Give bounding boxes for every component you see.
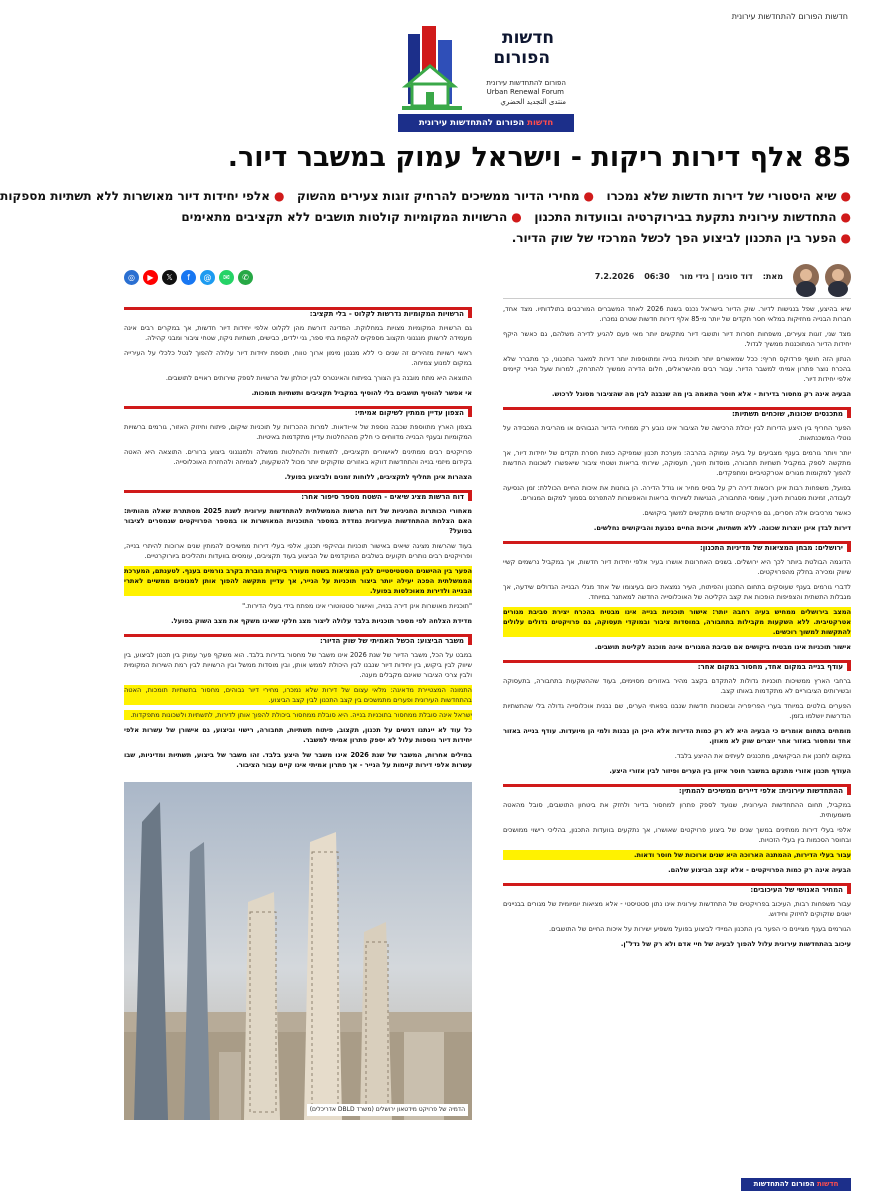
article-authors: דוד סוניגו | גידי מור: [679, 271, 753, 281]
email-icon[interactable]: @: [200, 270, 215, 285]
site-logo[interactable]: [398, 22, 574, 132]
section-heading: עודף בנייה במקום אחד, מחסור במקום אחר:: [503, 660, 851, 671]
highlighted-paragraph: עבור בעלי הדירות, ההמתנה הארוכה היא שנים ארוכות של חוסר ודאות.: [503, 850, 851, 860]
logo-subtitle-hebrew: הפורום להתחדשות עירונית: [486, 79, 566, 87]
bullet-dot: ●: [511, 210, 522, 224]
phone-icon[interactable]: ✆: [238, 270, 253, 285]
bullet-item: הפער בין התכנון לביצוע הפך לכשל המרכזי של שוק הדיור.: [511, 231, 837, 245]
web-icon[interactable]: ◎: [124, 270, 139, 285]
logo-band-red: חדשות: [527, 118, 554, 128]
article-date: 7.2.2026: [594, 271, 635, 281]
footer-logo-red: חדשות: [817, 1180, 839, 1188]
x-icon[interactable]: 𝕏: [162, 270, 177, 285]
paragraph-emphasis: במילים אחרות, המשבר של שנת 2026 אינו משבר של היצע בלבד. זהו משבר של ביצוע, תשתיות ומדיניות, שבו עשרות אלפי דירות קיימות על הנייר - אך פתרון אמיתי אינו קיים עבור הציבור.: [124, 751, 472, 769]
facebook-icon[interactable]: f: [181, 270, 196, 285]
paragraph: יותר ויותר גורמים בענף מצביעים על בעיה עמוקה בהרבה: מערכת תכנון שמפיקה כמות חסרת תקדים של יחידות דיור, אך מתקשה לספק במקביל תשתיות תחבורה, מוסדות חינוך, תעסוקה, שירותי בריאות ושטחי ציבור שיאפשרו לשכונות החדשות להפוך למקומות מגורים אטרקטיביים ומתפקדים.: [503, 449, 851, 477]
paragraph-emphasis: דירות לבדן אינן יוצרות שכונה. ללא תשתיות, איכות החיים נפגעת והביקושים נחלשים.: [593, 524, 851, 532]
section-heading: דוח הרשות מציג שיאים - השטח מספר סיפור אחר:: [124, 490, 472, 501]
paragraph-emphasis: מאחורי הכותרות החגיגיות של דוח הרשות הממשלתית להתחדשות עירונית לשנת 2025 מסתתרת שאלה מהותית: האם הצלחת ההתחדשות העירונית נמדדת במספר התוכניות המאושרות או במספר הפרויקטים שנמסרים לציבור בפועל?: [124, 507, 472, 535]
paragraph: הפער החריף בין היצע הדירות לבין יכולת הרכישה של הציבור אינו נובע רק ממחירי הדיור הגבוהים או מהריבית המכבידה על נוטלי המשכנתאות.: [503, 424, 851, 442]
bullet-item: אלפי יחידות דיור מאושרות ללא תשתיות מספקות: [0, 189, 270, 203]
paragraph: הנתון הזה חושף פרדוקס חריף: ככל שמאשרים יותר תוכניות בנייה ומתווספות יותר דירות למאגר התכנוני, כך מתברר שלא בהכרח נוצר פתרון אמיתי למשבר הדיור. עבור רבים מהישראלים, חלום הדירה ממשיך להתרחק, למרות שעל הנייר קיימים אלפי יחידות דיור.: [503, 355, 851, 383]
paragraph: בצפון הארץ מתווספת שכבה נוספת של אי-ודאות. למרות ההכרזות על תוכניות שיקום, פיתוח וחיזוק האזור, גורמים ברשויות המקומיות ובענף הבנייה מדווחים כי חלק מההחלטות עדיין מתקדמות באיטיות.: [124, 423, 472, 441]
bullet-dot: ●: [840, 231, 851, 245]
bullet-item: הרשויות המקומיות קולטות תושבים ללא תקציבים מתאימים: [181, 210, 508, 224]
paragraph: בעוד שהרשות מציגה שיאים באישור תוכניות ובהיקפי תכנון, אלפי בעלי דירות ממשיכים להמתין שנים ארוכות להיתרי בנייה, ופרויקטים רבים נותרים תקועים בשלבים המוקדמים של הביצוע בעוד תקציבים, עומסים בוועדות ותהליכים ביורוקרטיים.: [124, 542, 472, 560]
paragraph: לדברי גורמים בענף שעוסקים בתחום התכנון והפיתוח, העיר נמצאת כיום בעיצומו של אחד מגלי הבנייה הגדולים שידעה, אך מגבלות התשתית והצפיפות הופכות את קצב הקליטה של האוכלוסייה החדשה למאתגר במיוחד.: [503, 583, 851, 601]
paragraph: הגורמים בענף מציינים כי הפער בין התכנון המיידי לביצוע בפועל משפיע ישירות על איכות החיים של התושבים.: [549, 925, 851, 933]
logo-band: [398, 114, 574, 132]
section-heading: מתכנסים שכונות, שוכחים תשתיות:: [503, 407, 851, 418]
quote-paragraph: "תוכניות מאושרות אינן דירה בנויה, ואישור סטטוטורי אינו מפתח בידי בעלי הדירות.": [242, 602, 472, 610]
bullet-item: שיא היסטורי של דירות חדשות שלא נמכרו: [606, 189, 837, 203]
article-time: 06:30: [644, 271, 670, 281]
bullet-dot: ●: [273, 189, 285, 203]
paragraph: ראשי רשויות מזהירים זה שנים כי ללא מנגנון מימון ארוך טווח, תוספת יחידות דיור עלולה להפוך לנטל כלכלי על העירייה במקום למנוע צמיחה.: [124, 349, 472, 367]
paragraph-emphasis: הבעיה אינה רק מחסור בדירות - אלא חוסר התאמה בין מה שנבנה לבין מה שהציבור מסוגל לרכוש.: [551, 390, 851, 398]
bullet-item: מחירי הדיור ממשיכים להרחיק זוגות צעירים מהשוק: [296, 189, 580, 203]
paragraph-emphasis: אישור תוכניות אינו מבטיח ביקושים אם סביבת המגורים אינה מוכנה לקליטת תושבים.: [594, 643, 851, 651]
footer-logo-text: הפורום להתחדשות עירונית: [753, 1180, 817, 1201]
paragraph: אלפי בעלי דירות ממתינים במשך שנים של ביצוע פרויקטים שאושרו, אך נתקעים בוועדות התכנון, בהליכי רישוי ממושכים ובחוסר הסכמות בין בעלי הזכויות.: [503, 826, 851, 844]
buildings-logo-icon: [402, 26, 462, 112]
paragraph: עבור משפחות רבות, העיכוב בפרויקטים של התחדשות עירונית אינו נתון סטטיסטי - אלא מציאות יומיומית של מגורים בבניינים ישנים שזקוקים לחיזוק וחידוש.: [503, 900, 851, 918]
paragraph-emphasis: אי אפשר להוסיף תושבים בלי להוסיף במקביל תקציבים ותשתיות תומכות.: [251, 389, 472, 397]
bullet-line-2: [124, 207, 851, 228]
logo-band-text: הפורום להתחדשות עירונית: [418, 118, 528, 128]
paragraph: התוצאה היא מתח מובנה בין הצורך בפיתוח והאינטרס לבין יכולתן של הרשויות לספק שירותים ראויים לתושבים.: [165, 374, 472, 382]
share-icons: [124, 270, 253, 285]
highlighted-paragraph: ישראל אינה סובלת ממחסור בתוכניות בנייה. היא סובלת ממחסור ביכולת להפוך אותן לדירות, לתשתיות ולשכונות מתפקדות.: [124, 710, 472, 720]
paragraph-emphasis: העודף תכנון אזורי מתנקם במשבר חוסר איזון בין הערים ופיזור לבין אזורי היצע.: [609, 767, 851, 775]
author-avatar[interactable]: [793, 264, 819, 290]
section-heading: הרשויות המקומיות נדרשות לקלוט - בלי תקציב:: [124, 307, 472, 318]
paragraph: כאשר מרכיבים אלה חסרים, גם פרויקטים חדשים מתקשים למשוך ביקושים.: [642, 509, 851, 517]
youtube-icon[interactable]: ▶: [143, 270, 158, 285]
section-heading: ההתחדשות עירונית: אלפי דיירים ממשיכים להמתין:: [503, 784, 851, 795]
paragraph-emphasis: הצהרות אינן תחליף לתקציבים, ללוחות זמנים ולביצוע בפועל.: [284, 473, 472, 481]
author-avatar[interactable]: [825, 264, 851, 290]
bullet-line-1: [0, 186, 851, 207]
paragraph-emphasis: מומחים בתחום אומרים כי הבעיה היא לא רק כמות הדירות אלא היכן הן נבנות ולמי הן מיועדות. עודף בנייה באזור אחד ומחסור באזור אחר יוצרים שוק לא מאוזן.: [503, 727, 851, 745]
highlighted-paragraph: התמונה המצטיירת מדאיגה: מלאי עצום של דירות שלא נמכרו, מחירי דיור גבוהים, מחסור בתשתיות תומכות, האטה בהתחדשות העירונית ופערים מתמשכים בין קצב התכנון לבין קצב הביצוע.: [124, 686, 472, 704]
image-caption: הדמיה של פרויקט מידטאון ירושלים (משרד DBLD אדריכלים): [307, 1104, 468, 1116]
bullet-item: התחדשות עירונית נתקעת בבירוקרטיה ובוועדות התכנון: [534, 210, 837, 224]
logo-title-line1: חדשות: [501, 28, 554, 48]
whatsapp-icon[interactable]: ✉: [219, 270, 234, 285]
article-right-column: [503, 255, 851, 949]
paragraph: במבט על הכל, משבר הדיור של שנת 2026 אינו משבר של מחסור בדירות בלבד. הוא משקף פער עמוק בין תכנון לביצוע, בין שיווק לבין ביקוש, בין יחידות דיור שנבנו לבין היכולת לממש אותן, ובין מוסדות ממשל ובין הרשויות לבין רמת השירות המקומית ולבין צרכי הציבור שאינם מקבלים מענה.: [124, 651, 472, 679]
highlighted-paragraph: המצב בירושלים ממחיש בעיה רחבה יותר: אישור תוכניות בנייה אינו מבטיח בהכרח יצירת סביבת מגורים אטרקטיבית. ללא השקעות מקבילות בתחבורה, במוסדות ציבור ובמוקדי תעסוקה, גם פרויקטים גדולים עלולים להתקשות למשוך רוכשים.: [503, 608, 851, 636]
section-heading: הצפון עדיין ממתין לשיקום אמיתי:: [124, 406, 472, 417]
section-heading: משבר הביצוע: הכשל האמיתי של שוק הדיור:: [124, 634, 472, 645]
logo-subtitle-arabic: منتدى التجديد الحضري: [500, 98, 566, 106]
article-meta: [503, 255, 851, 299]
paragraph: הדוגמה הבולטת ביותר לכך היא ירושלים. בשנים האחרונות אושרו בעיר אלפי יחידות דיור חדשות, אך במקביל נרשמים קשיי שיווק ומכירה בחלק מהפרויקטים.: [503, 558, 851, 576]
paragraph: הפערים בולטים במיוחד בערי הפריפריה ובשכונות חדשות שנבנו בפאתי הערים, שם נבנית אוכלוסייה גדולה בלי שהתשתיות הנדרשות יושלמו בזמן.: [503, 702, 851, 720]
bullet-line-3: [124, 228, 851, 249]
bullet-dot: ●: [840, 210, 851, 224]
paragraph: ברחבי הארץ ממשיכות תוכניות גדולות להתקדם בקצב מהיר באזורים מסוימים, בעוד שההשקעות בתחבורה, בתעסוקה ובשירותים הציבוריים לא מתקדמות באותו קצב.: [503, 677, 851, 695]
logo-subtitle-english: Urban Renewal Forum: [486, 88, 564, 96]
project-rendering-image: [124, 782, 472, 1120]
footer-logo[interactable]: [741, 1178, 851, 1201]
section-heading: ירושלים: מבחן המציאות של מדיניות התכנון:: [503, 541, 851, 552]
bullet-dot: ●: [840, 189, 851, 203]
author-avatars: [793, 264, 851, 290]
site-top-label: חדשות הפורום להתחדשות עירונית: [731, 12, 848, 21]
from-label: מאת:: [762, 271, 783, 281]
paragraph: מצד שני, זוגות צעירים, משפחות חסרות דיור ותושבי דיור מתקשים יותר מאי פעם להגיע לדירה משלהם, גם כאשר היקף יחידות הדיור המתוכננות ממשיך לגדול.: [503, 330, 851, 348]
section-heading: המחיר האנושי של העיכובים:: [503, 883, 851, 894]
paragraph-emphasis: עיכוב בהתחדשות עירונית עלול להפוך לבעיה של חיי אדם ולא רק של נדל"ן.: [620, 940, 851, 948]
paragraph: בפועל, משפחות רבות אינן רוכשות דירה רק על בסיס מחיר או גודל הדירה. הן בוחנות את איכות החיים הכוללת: זמן הנסיעה לעבודה, זמינות מסגרות חינוך, עומסי התחבורה, הנגישות לשירותי בריאות והאפשרות להתפרנס בסמוך למקום המגורים.: [503, 484, 851, 502]
paragraph: גם הרשויות המקומיות מצויות במחלוקת. המדינה דורשת מהן לקלוט אלפי יחידות דיור חדשות, אך במקרים רבים אינה מעמידה לרשותן מנגנוני תקצוב מספקים להקמת בתי ספר, גני ילדים, כבישים, תשתיות ניקוז, שטחי ציבור ומבני קהילה.: [124, 324, 472, 342]
bullet-dot: ●: [583, 189, 594, 203]
article-left-column: [124, 255, 472, 1120]
article-intro: שיא בהיצע, שפל בנגישות לדיור. שוק הדיור בישראל נכנס בשנת 2026 לאחד המשברים המורכבים בתולדותיו. מצד אחד, חברות הבנייה מחזיקות במלאי חסר תקדים של יותר מ-85 אלף דירות חדשות שטרם נמכרו.: [503, 305, 851, 323]
paragraph-emphasis: מדידת הצלחה לפי מספר תוכניות בלבד עלולה ליצור מצג חלקי שאינו משקף את מצב השוק בפועל.: [171, 617, 472, 625]
paragraph-emphasis: הבעיה אינה רק כמות הפרויקטים - אלא קצב הביצוע שלהם.: [668, 866, 851, 874]
highlighted-paragraph: הפער בין ההישגים הסטטיסטיים לבין המציאות בשטח מעורר ביקורת גוברת בקרב גורמים בענף. לטענתם, המערכת הממשלתית הפכה יעילה יותר ביצור תוכניות על הנייר, אך עדיין מתקשה להפוך אותן למנופים ממשיים לאתרי הבנייה ולדירות מאוכלסות בפועל.: [124, 567, 472, 595]
paragraph: במקום לתכנן את הביקושים, מתכננים לעיתים את ההיצע בלבד.: [674, 752, 851, 760]
paragraph: במקביל, תחום ההתחדשות העירונית, שנועד לספק פתרון למחסור בדיור ולחזק את ביטחון התושבים, סובל מהאטה משמעותית.: [503, 801, 851, 819]
article-headline: 85 אלף דירות ריקות - וישראל עמוק במשבר דיור.: [227, 142, 851, 173]
paragraph: פרויקטים רבים ממתינים לאישורים תקציביים, לתשתיות ולהחלטות ממשלה ולמנגנוני ביצוע ברורים. התוצאה היא האטה בקידום מיזמי בנייה והתחדשות דווקא באזורים שזקוקים יותר מכול להשקעות, לצמיחה ולהחזרת האוכלוסייה.: [124, 448, 472, 466]
article-bullets: [0, 186, 851, 249]
city-towers-illustration: [124, 782, 472, 1120]
paragraph-emphasis: כל עוד לא יינתנו דגשים על תכנון, תקצוב, פיתוח תשתיות, תחבורה, רישוי וביצוע, גם אישורן של עשרות אלפי יחידות דיור נוספות עלול לא יספק פתרון אמיתי למשבר.: [124, 726, 472, 744]
logo-title-line2: הפורום: [493, 48, 550, 68]
share-bar: [124, 255, 472, 299]
